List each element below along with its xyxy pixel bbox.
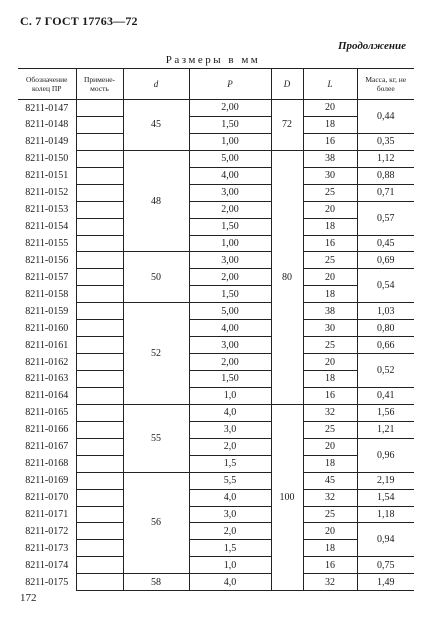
p-value: 1,50 bbox=[189, 116, 271, 133]
table-row bbox=[18, 574, 414, 591]
ring-code: 8211-0162 bbox=[25, 356, 69, 368]
usage-cell bbox=[76, 150, 123, 167]
ring-code: 8211-0174 bbox=[25, 559, 69, 571]
ring-code: 8211-0154 bbox=[25, 221, 69, 233]
usage-cell bbox=[76, 235, 123, 252]
p-value: 1,5 bbox=[189, 540, 271, 557]
p-value: 2,00 bbox=[189, 201, 271, 218]
table-row bbox=[18, 320, 414, 337]
ring-code: 8211-0175 bbox=[25, 576, 69, 588]
l-value: 20 bbox=[303, 201, 357, 218]
usage-cell bbox=[76, 438, 123, 455]
l-value: 32 bbox=[303, 574, 357, 591]
p-value: 1,00 bbox=[189, 133, 271, 150]
table-row bbox=[18, 218, 414, 235]
usage-cell bbox=[76, 421, 123, 438]
header-code: Обозначение колец ПР bbox=[18, 69, 76, 100]
usage-cell bbox=[76, 404, 123, 421]
mass-value: 0,45 bbox=[357, 235, 414, 252]
l-value: 18 bbox=[303, 455, 357, 472]
big-d-value: 100 bbox=[271, 404, 303, 590]
page-header: С. 7 ГОСТ 17763—72 bbox=[20, 14, 138, 28]
ring-code: 8211-0166 bbox=[25, 424, 69, 436]
ring-code: 8211-0148 bbox=[25, 119, 69, 131]
usage-cell bbox=[76, 489, 123, 506]
p-value: 3,0 bbox=[189, 506, 271, 523]
ring-code: 8211-0155 bbox=[25, 237, 69, 249]
l-value: 25 bbox=[303, 506, 357, 523]
mass-value: 0,88 bbox=[357, 167, 414, 184]
table-row bbox=[18, 150, 414, 167]
ring-code: 8211-0159 bbox=[25, 305, 69, 317]
d-value: 52 bbox=[123, 303, 189, 405]
p-value: 1,50 bbox=[189, 218, 271, 235]
usage-cell bbox=[76, 252, 123, 269]
ring-code: 8211-0169 bbox=[25, 475, 69, 487]
mass-value: 0,71 bbox=[357, 184, 414, 201]
usage-cell bbox=[76, 201, 123, 218]
usage-cell bbox=[76, 116, 123, 133]
mass-value: 0,41 bbox=[357, 387, 414, 404]
l-value: 16 bbox=[303, 133, 357, 150]
usage-cell bbox=[76, 540, 123, 557]
l-value: 16 bbox=[303, 387, 357, 404]
ring-code: 8211-0157 bbox=[25, 271, 69, 283]
header-d: d bbox=[123, 69, 189, 100]
l-value: 20 bbox=[303, 100, 357, 117]
ring-code: 8211-0147 bbox=[25, 102, 69, 114]
usage-cell bbox=[76, 133, 123, 150]
table-row bbox=[18, 133, 414, 150]
d-value: 55 bbox=[123, 404, 189, 472]
mass-value: 0,52 bbox=[357, 354, 414, 388]
ring-code: 8211-0158 bbox=[25, 288, 69, 300]
l-value: 20 bbox=[303, 438, 357, 455]
p-value: 1,50 bbox=[189, 286, 271, 303]
mass-value: 0,94 bbox=[357, 523, 414, 557]
table-row bbox=[18, 421, 414, 438]
l-value: 32 bbox=[303, 404, 357, 421]
p-value: 3,0 bbox=[189, 421, 271, 438]
table-row bbox=[18, 269, 414, 286]
mass-value: 0,75 bbox=[357, 557, 414, 574]
d-value: 56 bbox=[123, 472, 189, 574]
l-value: 16 bbox=[303, 235, 357, 252]
continuation-label: Продолжение bbox=[337, 40, 406, 52]
dimensions-title: Размеры в мм bbox=[165, 54, 261, 66]
p-value: 3,00 bbox=[189, 252, 271, 269]
d-value: 45 bbox=[123, 100, 189, 151]
usage-cell bbox=[76, 337, 123, 354]
l-value: 18 bbox=[303, 218, 357, 235]
ring-code: 8211-0161 bbox=[25, 339, 69, 351]
table-row bbox=[18, 235, 414, 252]
usage-cell bbox=[76, 184, 123, 201]
ring-code: 8211-0164 bbox=[25, 390, 69, 402]
usage-cell bbox=[76, 455, 123, 472]
table-row bbox=[18, 455, 414, 472]
p-value: 1,5 bbox=[189, 455, 271, 472]
usage-cell bbox=[76, 557, 123, 574]
page-number: 172 bbox=[20, 592, 37, 604]
l-value: 20 bbox=[303, 523, 357, 540]
ring-code: 8211-0150 bbox=[25, 153, 69, 165]
mass-value: 0,35 bbox=[357, 133, 414, 150]
p-value: 2,00 bbox=[189, 354, 271, 371]
l-value: 25 bbox=[303, 184, 357, 201]
l-value: 18 bbox=[303, 540, 357, 557]
usage-cell bbox=[76, 303, 123, 320]
usage-cell bbox=[76, 354, 123, 371]
p-value: 2,00 bbox=[189, 269, 271, 286]
ring-code: 8211-0173 bbox=[25, 542, 69, 554]
table-row bbox=[18, 523, 414, 540]
ring-code: 8211-0152 bbox=[25, 187, 69, 199]
table-row bbox=[18, 167, 414, 184]
l-value: 16 bbox=[303, 557, 357, 574]
table-row bbox=[18, 286, 414, 303]
p-value: 4,00 bbox=[189, 320, 271, 337]
header-big-d: D bbox=[271, 69, 303, 100]
p-value: 4,00 bbox=[189, 167, 271, 184]
table-row bbox=[18, 438, 414, 455]
usage-cell bbox=[76, 269, 123, 286]
l-value: 25 bbox=[303, 421, 357, 438]
usage-cell bbox=[76, 387, 123, 404]
ring-code: 8211-0149 bbox=[25, 136, 69, 148]
l-value: 25 bbox=[303, 337, 357, 354]
mass-value: 0,80 bbox=[357, 320, 414, 337]
p-value: 4,0 bbox=[189, 489, 271, 506]
p-value: 5,5 bbox=[189, 472, 271, 489]
mass-value: 2,19 bbox=[357, 472, 414, 489]
mass-value: 1,49 bbox=[357, 574, 414, 591]
big-d-value: 80 bbox=[271, 150, 303, 404]
l-value: 38 bbox=[303, 303, 357, 320]
table-row bbox=[18, 506, 414, 523]
mass-value: 1,56 bbox=[357, 404, 414, 421]
usage-cell bbox=[76, 523, 123, 540]
p-value: 2,0 bbox=[189, 523, 271, 540]
p-value: 1,0 bbox=[189, 557, 271, 574]
usage-cell bbox=[76, 167, 123, 184]
mass-value: 0,57 bbox=[357, 201, 414, 235]
table-header-row bbox=[18, 69, 414, 100]
table-row bbox=[18, 337, 414, 354]
table-row bbox=[18, 116, 414, 133]
header-p: P bbox=[189, 69, 271, 100]
table-row bbox=[18, 184, 414, 201]
l-value: 18 bbox=[303, 116, 357, 133]
table-row bbox=[18, 201, 414, 218]
ring-code: 8211-0167 bbox=[25, 441, 69, 453]
l-value: 30 bbox=[303, 167, 357, 184]
p-value: 2,0 bbox=[189, 438, 271, 455]
mass-value: 1,03 bbox=[357, 303, 414, 320]
table-row bbox=[18, 404, 414, 421]
usage-cell bbox=[76, 218, 123, 235]
mass-value: 0,44 bbox=[357, 100, 414, 134]
p-value: 4,0 bbox=[189, 404, 271, 421]
p-value: 5,00 bbox=[189, 303, 271, 320]
ring-code: 8211-0170 bbox=[25, 492, 69, 504]
header-mass: Масса, кг, не более bbox=[357, 69, 414, 100]
table-body bbox=[18, 100, 414, 591]
mass-value: 1,12 bbox=[357, 150, 414, 167]
p-value: 2,00 bbox=[189, 100, 271, 117]
mass-value: 1,54 bbox=[357, 489, 414, 506]
usage-cell bbox=[76, 472, 123, 489]
d-value: 50 bbox=[123, 252, 189, 303]
p-value: 1,0 bbox=[189, 387, 271, 404]
header-l: L bbox=[303, 69, 357, 100]
table-row bbox=[18, 100, 414, 117]
ring-code: 8211-0165 bbox=[25, 407, 69, 419]
table-row bbox=[18, 371, 414, 388]
mass-value: 0,66 bbox=[357, 337, 414, 354]
p-value: 5,00 bbox=[189, 150, 271, 167]
table-row bbox=[18, 472, 414, 489]
l-value: 32 bbox=[303, 489, 357, 506]
l-value: 45 bbox=[303, 472, 357, 489]
l-value: 38 bbox=[303, 150, 357, 167]
usage-cell bbox=[76, 320, 123, 337]
ring-code: 8211-0168 bbox=[25, 458, 69, 470]
l-value: 20 bbox=[303, 269, 357, 286]
mass-value: 0,69 bbox=[357, 252, 414, 269]
ring-code: 8211-0172 bbox=[25, 525, 69, 537]
p-value: 1,00 bbox=[189, 235, 271, 252]
p-value: 4,0 bbox=[189, 574, 271, 591]
ring-code: 8211-0156 bbox=[25, 254, 69, 266]
ring-code: 8211-0151 bbox=[25, 170, 69, 182]
d-value: 48 bbox=[123, 150, 189, 252]
table-row bbox=[18, 252, 414, 269]
p-value: 3,00 bbox=[189, 184, 271, 201]
l-value: 30 bbox=[303, 320, 357, 337]
l-value: 20 bbox=[303, 354, 357, 371]
l-value: 25 bbox=[303, 252, 357, 269]
usage-cell bbox=[76, 371, 123, 388]
usage-cell bbox=[76, 574, 123, 591]
table-row bbox=[18, 540, 414, 557]
big-d-value: 72 bbox=[271, 100, 303, 151]
table-row bbox=[18, 303, 414, 320]
dimensions-table bbox=[18, 68, 414, 591]
l-value: 18 bbox=[303, 286, 357, 303]
usage-cell bbox=[76, 100, 123, 117]
table-row bbox=[18, 387, 414, 404]
ring-code: 8211-0153 bbox=[25, 204, 69, 216]
ring-code: 8211-0163 bbox=[25, 373, 69, 385]
table-row bbox=[18, 489, 414, 506]
usage-cell bbox=[76, 506, 123, 523]
p-value: 3,00 bbox=[189, 337, 271, 354]
mass-value: 1,18 bbox=[357, 506, 414, 523]
mass-value: 1,21 bbox=[357, 421, 414, 438]
mass-value: 0,96 bbox=[357, 438, 414, 472]
p-value: 1,50 bbox=[189, 371, 271, 388]
d-value: 58 bbox=[123, 574, 189, 591]
ring-code: 8211-0171 bbox=[25, 508, 69, 520]
table-row bbox=[18, 354, 414, 371]
table-row bbox=[18, 557, 414, 574]
mass-value: 0,54 bbox=[357, 269, 414, 303]
l-value: 18 bbox=[303, 371, 357, 388]
header-usage: Примене- мость bbox=[76, 69, 123, 100]
usage-cell bbox=[76, 286, 123, 303]
ring-code: 8211-0160 bbox=[25, 322, 69, 334]
